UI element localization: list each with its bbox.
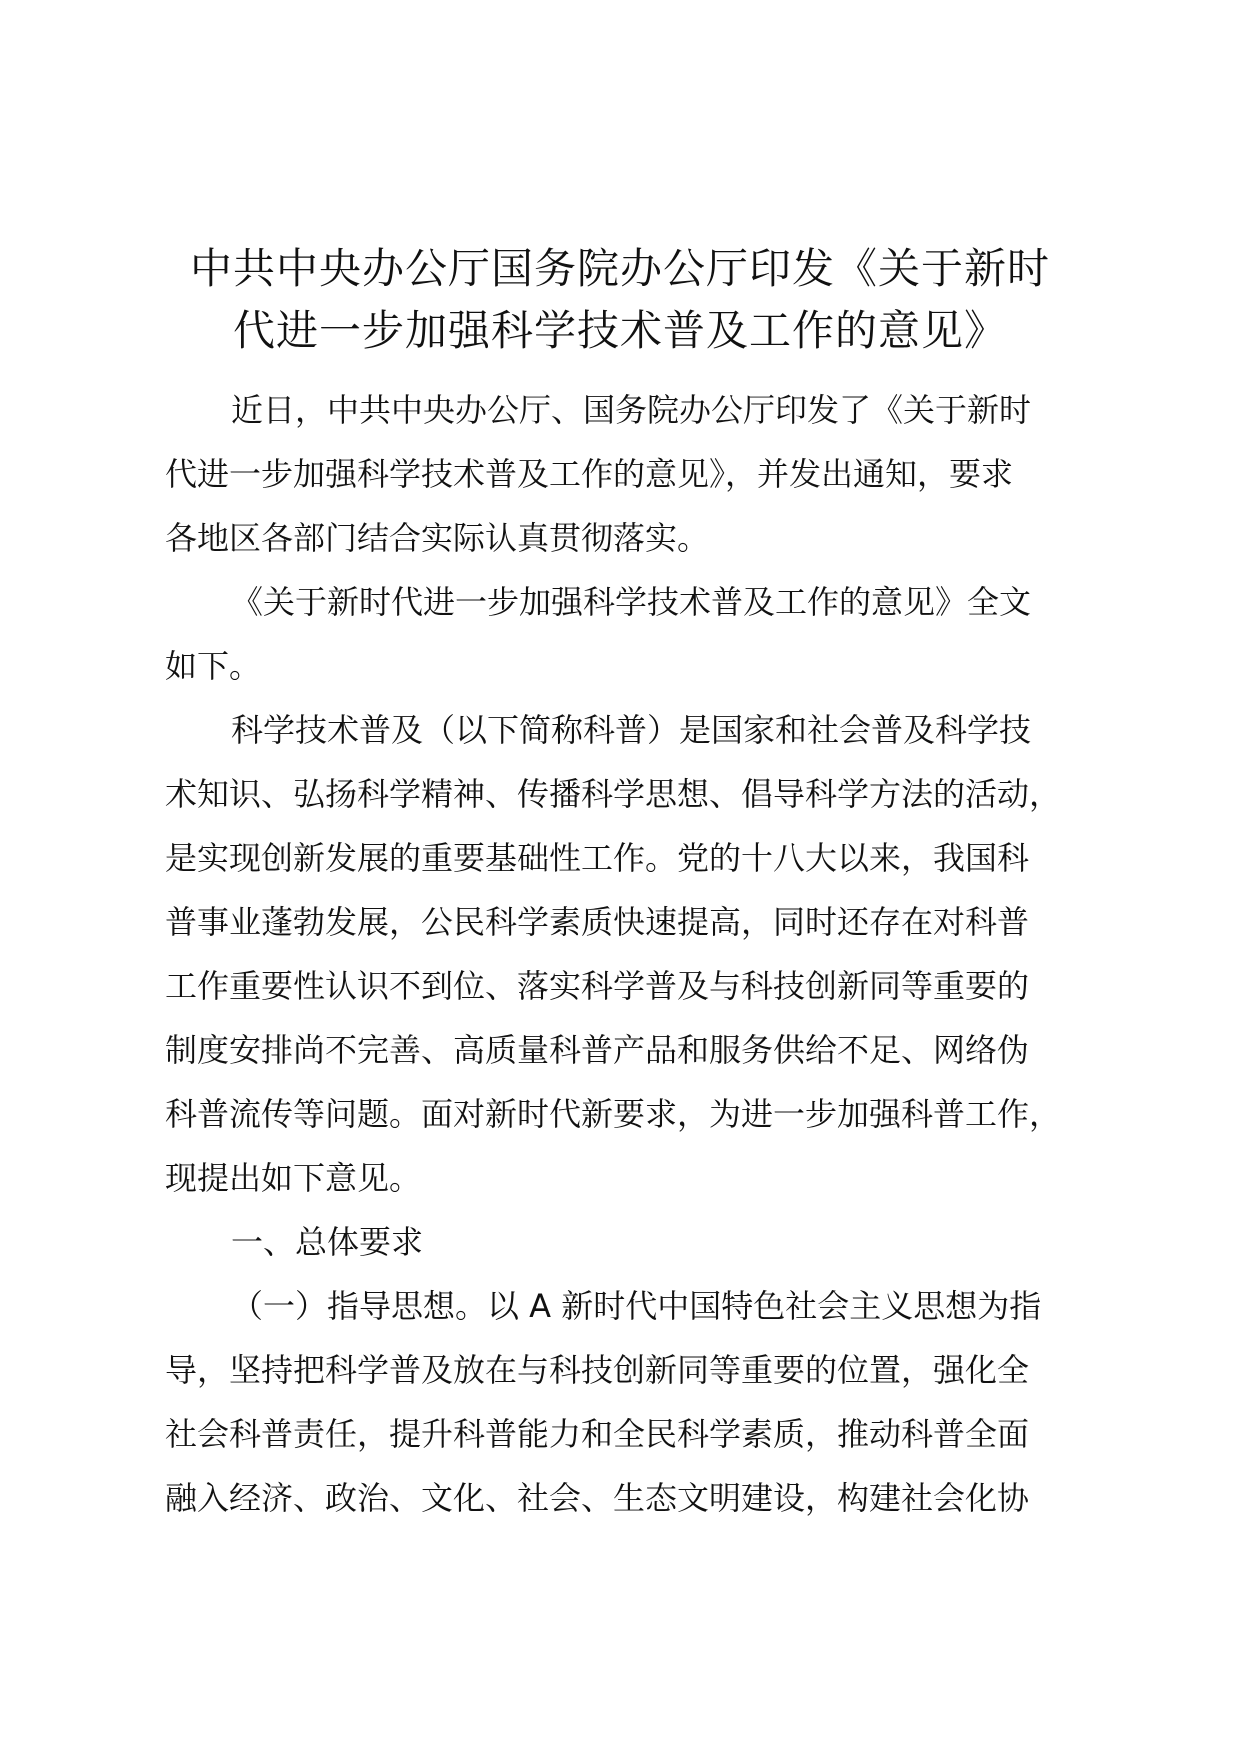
body-line: 社会科普责任，提升科普能力和全民科学素质，推动科普全面 (165, 1415, 1030, 1453)
title-line-1: 中共中央办公厅国务院办公厅印发《关于新时 (189, 244, 1050, 293)
body-line: 科普流传等问题。面对新时代新要求，为进一步加强科普工作， (165, 1095, 1062, 1133)
body-line: 工作重要性认识不到位、落实科学普及与科技创新同等重要的 (165, 967, 1030, 1005)
body-line: 各地区各部门结合实际认真贯彻落实。 (165, 519, 710, 557)
section-heading: 一、总体要求 (231, 1223, 424, 1261)
body-line: 导，坚持把科学普及放在与科技创新同等重要的位置，强化全 (165, 1351, 1030, 1389)
body-line: 普事业蓬勃发展，公民科学素质快速提高，同时还存在对科普 (165, 903, 1030, 941)
body-line: 术知识、弘扬科学精神、传播科学思想、倡导科学方法的活动， (165, 775, 1062, 813)
document-title (150, 238, 1090, 362)
body-line: 如下。 (165, 647, 262, 685)
body-line: 是实现创新发展的重要基础性工作。党的十八大以来，我国科 (165, 839, 1030, 877)
body-line: 融入经济、政治、文化、社会、生态文明建设，构建社会化协 (165, 1479, 1030, 1517)
title-line-2: 代进一步加强科学技术普及工作的意见》 (232, 306, 1007, 355)
body-line: 近日，中共中央办公厅、国务院办公厅印发了《关于新时 (231, 391, 1032, 429)
body-line: 现提出如下意见。 (165, 1159, 422, 1197)
document-body (165, 378, 1095, 1530)
body-line: 《关于新时代进一步加强科学技术普及工作的意见》全文 (231, 583, 1032, 621)
body-line: 科学技术普及（以下简称科普）是国家和社会普及科学技 (231, 711, 1032, 749)
body-line: 代进一步加强科学技术普及工作的意见》，并发出通知，要求 (165, 455, 1014, 493)
body-line: （一）指导思想。以 A 新时代中国特色社会主义思想为指 (231, 1287, 1042, 1325)
body-line: 制度安排尚不完善、高质量科普产品和服务供给不足、网络伪 (165, 1031, 1030, 1069)
